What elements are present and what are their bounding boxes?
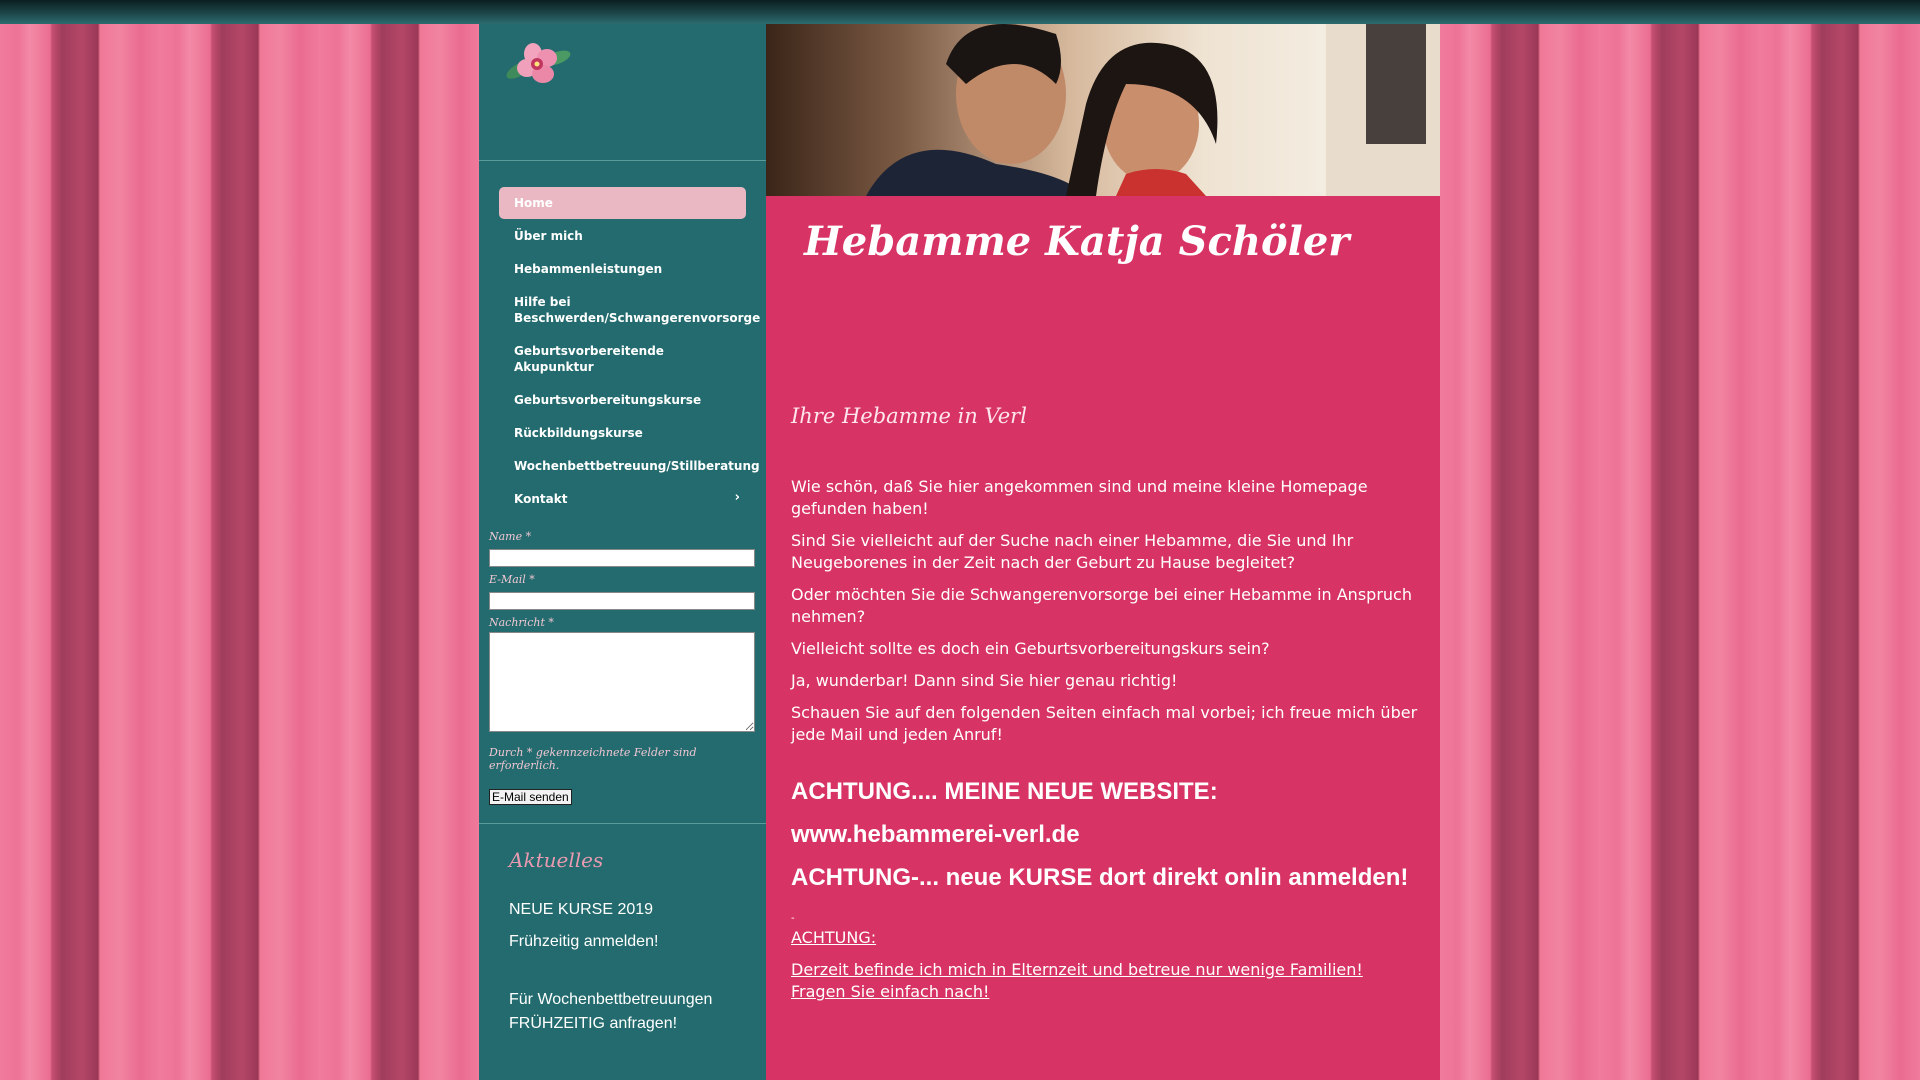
- contact-form: [479, 516, 766, 805]
- couple-photo-illustration: [766, 24, 1440, 196]
- nav-item-kontakt-label: Kontakt: [514, 492, 568, 506]
- top-bar: [0, 0, 1920, 24]
- nav-item-geburtsvorbereitungskurse[interactable]: Geburtsvorbereitungskurse: [514, 393, 702, 407]
- flower-logo-icon[interactable]: [499, 36, 579, 92]
- logo-area: [479, 24, 766, 161]
- news-section: [479, 824, 766, 1036]
- news-item: Für Wochenbettbetreuungen FRÜHZEITIG anfragen!: [509, 991, 713, 1032]
- news-item: NEUE KURSE 2019: [509, 901, 654, 918]
- intro-paragraph: Oder möchten Sie die Schwangerenvorsorge bei einer Hebamme in Anspruch nehmen?: [791, 585, 1412, 626]
- message-label: Nachricht *: [489, 616, 554, 629]
- announcement-headline: ACHTUNG.... MEINE NEUE WEBSITE:: [791, 778, 1218, 805]
- chevron-right-icon[interactable]: ›: [734, 490, 740, 505]
- intro-paragraph: Wie schön, daß Sie hier angekommen sind und meine kleine Homepage gefunden haben!: [791, 477, 1368, 518]
- nav-item-ueber-mich[interactable]: Über mich: [514, 229, 583, 243]
- send-email-button[interactable]: E-Mail senden: [489, 789, 572, 805]
- header-photo: [766, 24, 1440, 196]
- nav-item-hebammenleistungen[interactable]: Hebammenleistungen: [514, 262, 663, 276]
- intro-paragraph: Ja, wunderbar! Dann sind Sie hier genau richtig!: [791, 671, 1178, 690]
- page-subtitle: Ihre Hebamme in Verl: [791, 404, 1027, 428]
- nav-item-wochenbettbetreuung[interactable]: Wochenbettbetreuung/Stillberatung: [514, 459, 760, 473]
- notice-label-link[interactable]: ACHTUNG:: [791, 928, 877, 947]
- news-title: Aktuelles: [509, 848, 604, 872]
- separator-dot: -: [791, 913, 795, 924]
- name-label: Name *: [489, 530, 532, 543]
- intro-paragraph: Sind Sie vielleicht auf der Suche nach einer Hebamme, die Sie und Ihr Neugeborenes in der Zeit nach der Geburt zu Hause begleitet?: [791, 531, 1354, 572]
- announcement-headline: ACHTUNG-... neue KURSE dort direkt onlin anmelden!: [791, 864, 1409, 891]
- email-input[interactable]: [489, 592, 755, 610]
- message-textarea[interactable]: [489, 632, 755, 732]
- content-body: [791, 476, 1421, 1013]
- nav-item-home[interactable]: Home: [499, 187, 746, 219]
- site-title: Hebamme Katja Schöler: [804, 218, 1350, 265]
- sidebar: [479, 24, 766, 1080]
- nav-item-hilfe-bei-beschwerden[interactable]: Hilfe bei Beschwerden/Schwangerenvorsorge: [514, 295, 761, 325]
- intro-paragraph: Schauen Sie auf den folgenden Seiten einfach mal vorbei; ich freue mich über jede Mail und jeden Anruf!: [791, 703, 1418, 744]
- news-item: Frühzeitig anmelden!: [509, 933, 659, 950]
- notice-text-link[interactable]: Derzeit befinde ich mich in Elternzeit und betreue nur wenige Familien! Fragen Sie einfach nach!: [791, 960, 1363, 1001]
- nav-item-akupunktur[interactable]: Geburtsvorbereitende Akupunktur: [514, 344, 664, 374]
- email-label: E-Mail *: [489, 573, 535, 586]
- intro-paragraph: Vielleicht sollte es doch ein Geburtsvorbereitungskurs sein?: [791, 639, 1270, 658]
- main-content: [766, 196, 1440, 1080]
- main-navigation: [499, 187, 761, 515]
- required-note: Durch * gekennzeichnete Felder sind erforderlich.: [489, 746, 697, 772]
- nav-item-kontakt[interactable]: [499, 483, 746, 515]
- nav-item-rueckbildungskurse[interactable]: Rückbildungskurse: [514, 426, 643, 440]
- announcement-block: [791, 770, 1421, 899]
- name-input[interactable]: [489, 549, 755, 567]
- new-website-link[interactable]: www.hebammerei-verl.de: [791, 821, 1080, 848]
